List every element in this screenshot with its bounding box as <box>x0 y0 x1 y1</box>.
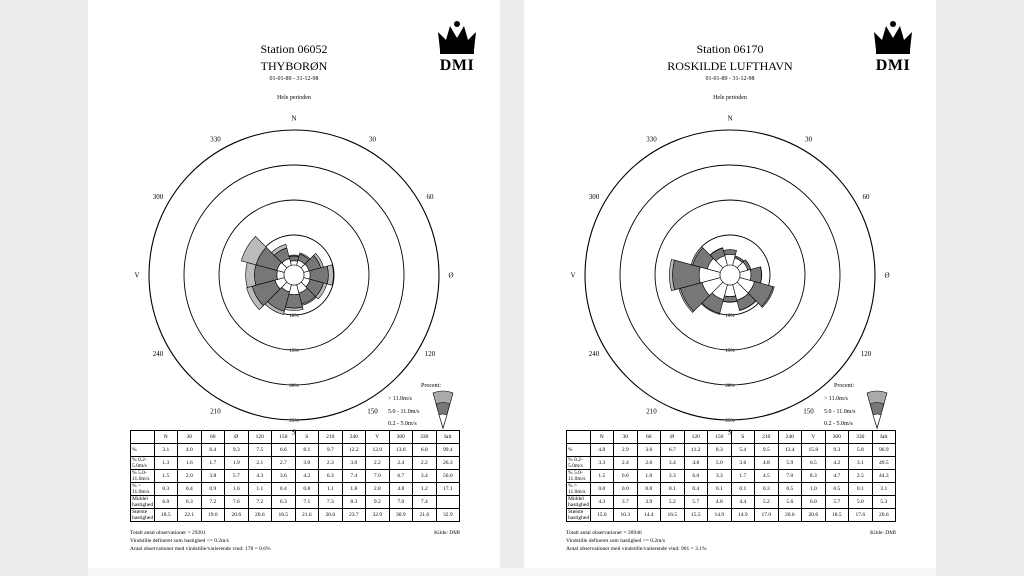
legend-high: > 11.0m/s <box>388 396 412 402</box>
footer-calm-count: Antal observationer med vindstille/varierende vind: 901 = 3.1% <box>566 546 707 552</box>
table-cell: 4.2 <box>825 457 849 470</box>
table-cell: 1.7 <box>731 470 755 483</box>
ring-percent-label: 20% <box>289 384 299 389</box>
table-cell: 9.2 <box>366 496 390 509</box>
table-row <box>567 509 896 522</box>
table-cell: 0.0 <box>590 483 614 496</box>
legend-mid: 5.0 - 11.0m/s <box>388 409 420 415</box>
table-cell: 0.1 <box>661 483 685 496</box>
table-cell: 30.9 <box>389 509 413 522</box>
table-cell: 5.6 <box>778 496 802 509</box>
table-header-cell: 150 <box>708 431 732 444</box>
table-header-cell: 210 <box>319 431 343 444</box>
table-cell: 4.3 <box>248 470 272 483</box>
station-name: ROSKILDE LUFTHAVN <box>667 59 793 73</box>
ring-percent-label: 10% <box>289 314 299 319</box>
table-cell: 3.8 <box>201 470 225 483</box>
table-cell: 7.2 <box>201 496 225 509</box>
table-cell: 4.7 <box>825 470 849 483</box>
table-cell: 0.1 <box>708 483 732 496</box>
table-cell: 18.5 <box>154 509 178 522</box>
table-row <box>567 470 896 483</box>
date-range: 01-01-89 - 31-12-98 <box>705 76 755 82</box>
table-cell: 0.5 <box>778 483 802 496</box>
compass-label: V <box>134 271 140 280</box>
compass-label: 300 <box>588 193 600 201</box>
row-label: % <box>131 444 155 457</box>
table-cell: 56.0 <box>436 470 460 483</box>
table-row <box>131 509 460 522</box>
table-cell: 7.4 <box>342 470 366 483</box>
table-cell: 2.6 <box>637 457 661 470</box>
table-cell: 8.1 <box>295 444 319 457</box>
windrose-page-roskilde <box>524 0 936 568</box>
compass-label: 60 <box>862 193 870 201</box>
table-cell: 0.4 <box>178 483 202 496</box>
table-cell: 1.6 <box>225 483 249 496</box>
compass-label: 120 <box>860 350 872 358</box>
compass-label: 240 <box>152 350 164 358</box>
table-cell: 8.3 <box>342 496 366 509</box>
table-row <box>567 483 896 496</box>
table-cell: 3.1 <box>872 483 896 496</box>
table-cell: 9.3 <box>825 444 849 457</box>
table-cell: 32.9 <box>436 509 460 522</box>
rose-center <box>284 265 304 285</box>
footer-calm-definition: Vindstille defineret som hastighed <= 0.2m/s <box>130 538 230 544</box>
table-cell: 6.3 <box>272 496 296 509</box>
compass-label: 150 <box>367 407 378 416</box>
table-header-cell: Ø <box>661 431 685 444</box>
table-cell: 5.2 <box>661 496 685 509</box>
table-cell: 1.2 <box>413 483 437 496</box>
table-cell: 4.0 <box>178 444 202 457</box>
station-name: THYBORØN <box>260 59 328 73</box>
compass-label: Ø <box>884 271 890 280</box>
table-cell: 9.3 <box>225 444 249 457</box>
table-cell: 3.9 <box>637 496 661 509</box>
legend-title: Procent: <box>834 383 854 389</box>
table-cell <box>436 496 460 509</box>
table-cell: 17.1 <box>436 483 460 496</box>
table-row <box>567 496 896 509</box>
table-cell: 23.7 <box>342 509 366 522</box>
station-number: Station 06052 <box>260 42 328 56</box>
table-cell: 11.2 <box>684 444 708 457</box>
table-cell: 20.6 <box>248 509 272 522</box>
table-cell: 3.4 <box>413 470 437 483</box>
table-cell: 7.6 <box>225 496 249 509</box>
table-cell: 5.8 <box>849 444 873 457</box>
table-cell: 3.0 <box>342 457 366 470</box>
legend-title: Procent: <box>421 383 441 389</box>
table-cell: 20.6 <box>778 509 802 522</box>
ring-percent-label: 25% <box>289 419 299 424</box>
table-cell: 0.9 <box>201 483 225 496</box>
table-cell: 2.0 <box>178 470 202 483</box>
compass-label: N <box>727 114 733 123</box>
table-cell: 49.5 <box>872 457 896 470</box>
compass-label: 210 <box>646 407 657 416</box>
table-cell: 5.7 <box>825 496 849 509</box>
table-cell: 7.0 <box>366 470 390 483</box>
table-cell: 20.6 <box>225 509 249 522</box>
table-cell: 6.0 <box>684 470 708 483</box>
table-header-cell: Ialt <box>436 431 460 444</box>
table-cell: 2.8 <box>366 483 390 496</box>
table-cell: 5.9 <box>778 457 802 470</box>
table-cell: 7.0 <box>389 496 413 509</box>
table-cell: 2.5 <box>849 470 873 483</box>
table-cell: 44.3 <box>872 470 896 483</box>
table-cell: 1.7 <box>201 457 225 470</box>
table-cell: 13.4 <box>778 444 802 457</box>
compass-label: S <box>728 428 732 437</box>
row-label: Største hastighed <box>568 509 590 521</box>
table-header-cell: 240 <box>342 431 366 444</box>
table-cell: 7.0 <box>778 470 802 483</box>
table-cell: 4.2 <box>295 470 319 483</box>
table-cell: 3.0 <box>295 457 319 470</box>
table-cell: 0.1 <box>849 483 873 496</box>
compass-label: 330 <box>646 135 657 144</box>
footer-calm-definition: Vindstille defineret som hastighed <= 0.2m/s <box>566 538 666 544</box>
table-cell: 2.2 <box>366 457 390 470</box>
table-row <box>131 483 460 496</box>
table-cell: 7.1 <box>295 496 319 509</box>
table-cell: 2.4 <box>389 457 413 470</box>
table-cell: 0.0 <box>614 483 638 496</box>
ring-percent-label: 15% <box>289 349 299 354</box>
statistics-table <box>130 430 460 522</box>
table-cell: 1.9 <box>225 457 249 470</box>
table-cell: 8.3 <box>708 444 732 457</box>
table-cell: 6.6 <box>272 444 296 457</box>
ring-percent-label: 15% <box>725 349 735 354</box>
table-corner <box>567 431 591 444</box>
legend-low: 0.2 - 5.0m/s <box>824 421 853 427</box>
table-cell: 7.5 <box>248 444 272 457</box>
row-label: % > 11.0m/s <box>567 483 591 496</box>
table-cell: 2.7 <box>272 457 296 470</box>
table-cell: 1.3 <box>154 457 178 470</box>
table-cell: 6.7 <box>661 444 685 457</box>
table-cell: 21.6 <box>413 509 437 522</box>
compass-label: 120 <box>424 350 436 358</box>
table-header-cell: 150 <box>272 431 296 444</box>
table-cell: 5.2 <box>755 496 779 509</box>
legend-low: 0.2 - 5.0m/s <box>388 421 417 427</box>
legend-high: > 11.0m/s <box>824 396 848 402</box>
table-header-cell: S <box>295 431 319 444</box>
table-cell: 3.6 <box>637 444 661 457</box>
table-cell: 12.0 <box>366 444 390 457</box>
table-header-cell: 60 <box>201 431 225 444</box>
statistics-table <box>566 430 896 522</box>
table-cell: 0.8 <box>295 483 319 496</box>
date-range: 01-01-89 - 31-12-98 <box>269 76 319 82</box>
table-cell: 7.2 <box>248 496 272 509</box>
row-label: % 0.2-5.0m/s <box>131 457 155 470</box>
table-cell: 6.8 <box>413 444 437 457</box>
table-cell: 1.8 <box>342 483 366 496</box>
table-cell: 0.6 <box>614 470 638 483</box>
table-row <box>131 470 460 483</box>
table-header-cell: V <box>802 431 826 444</box>
table-cell: 15.5 <box>684 509 708 522</box>
table-cell: 2.4 <box>614 457 638 470</box>
compass-label: 30 <box>805 135 812 144</box>
table-header-cell: 30 <box>178 431 202 444</box>
table-cell: 0.1 <box>731 483 755 496</box>
table-cell: 0.4 <box>272 483 296 496</box>
windrose-page-thyboron <box>88 0 500 568</box>
table-cell: 6.3 <box>319 470 343 483</box>
table-cell: 2.3 <box>319 457 343 470</box>
table-cell: 20.6 <box>319 509 343 522</box>
table-cell: 7.4 <box>413 496 437 509</box>
table-cell: 3.3 <box>708 470 732 483</box>
legend-marker <box>432 390 454 430</box>
table-cell: 17.0 <box>755 509 779 522</box>
compass-label: 330 <box>210 135 221 144</box>
table-cell: 6.0 <box>154 496 178 509</box>
table-cell: 22.1 <box>178 509 202 522</box>
table-cell: 0.3 <box>154 483 178 496</box>
compass-label: 210 <box>210 407 221 416</box>
table-cell: 1.6 <box>178 457 202 470</box>
table-cell: 32.9 <box>366 509 390 522</box>
footer-source: Kilde: DMI <box>434 530 460 536</box>
table-cell: 9.5 <box>755 444 779 457</box>
table-cell: 6.5 <box>802 457 826 470</box>
dmi-logo-text: DMI <box>439 57 475 74</box>
table-cell: 3.3 <box>661 470 685 483</box>
table-cell: 3.6 <box>272 470 296 483</box>
table-header-cell: Ialt <box>872 431 896 444</box>
table-header-cell: 240 <box>778 431 802 444</box>
row-label: Middel hastighed <box>132 496 154 508</box>
table-header-cell: 330 <box>413 431 437 444</box>
table-cell: 3.1 <box>154 444 178 457</box>
table-cell: 3.4 <box>661 457 685 470</box>
table-cell: 10.3 <box>614 509 638 522</box>
table-cell: 5.3 <box>872 496 896 509</box>
row-label: Middel hastighed <box>568 496 590 508</box>
table-cell: 4.8 <box>755 457 779 470</box>
table-row <box>131 444 460 457</box>
table-cell: 16.5 <box>272 509 296 522</box>
table-cell: 5.4 <box>731 444 755 457</box>
station-number: Station 06170 <box>696 42 764 56</box>
row-label: % 5.0-11.0m/s <box>567 470 591 483</box>
table-cell: 1.0 <box>637 470 661 483</box>
table-header-cell: N <box>590 431 614 444</box>
table-cell: 9.7 <box>319 444 343 457</box>
table-header-cell: V <box>366 431 390 444</box>
table-cell: 17.6 <box>849 509 873 522</box>
table-cell: 20.6 <box>872 509 896 522</box>
table-header-cell: N <box>154 431 178 444</box>
table-cell: 4.4 <box>731 496 755 509</box>
compass-label: V <box>570 271 576 280</box>
table-cell: 20.6 <box>802 509 826 522</box>
table-cell: 2.2 <box>413 457 437 470</box>
background-strip <box>88 568 936 576</box>
ring-percent-label: 20% <box>725 384 735 389</box>
compass-label: 240 <box>588 350 600 358</box>
table-cell: 3.1 <box>849 457 873 470</box>
table-cell: 3.7 <box>614 496 638 509</box>
table-row <box>567 444 896 457</box>
table-cell: 0.4 <box>684 483 708 496</box>
table-cell: 0.5 <box>825 483 849 496</box>
footer-calm-count: Antal observationer med vindstille/varierende vind: 178 = 0.6% <box>130 546 271 552</box>
ring-percent-label: 25% <box>725 419 735 424</box>
dmi-logo-text: DMI <box>875 57 911 74</box>
table-cell: 6.0 <box>802 496 826 509</box>
table-cell: 1.1 <box>248 483 272 496</box>
row-label: % 0.2-5.0m/s <box>567 457 591 470</box>
table-cell: 1.1 <box>319 483 343 496</box>
table-cell: 99.4 <box>436 444 460 457</box>
table-header-cell: 120 <box>248 431 272 444</box>
table-header-cell: 120 <box>684 431 708 444</box>
legend-marker <box>866 390 888 430</box>
table-corner <box>131 431 155 444</box>
table-cell: 14.9 <box>708 509 732 522</box>
table-cell: 13.6 <box>389 444 413 457</box>
table-cell: 15.8 <box>802 444 826 457</box>
ring-percent-label: 10% <box>725 314 735 319</box>
table-cell: 2.9 <box>614 444 638 457</box>
compass-label: S <box>292 428 296 437</box>
row-label: % <box>567 444 591 457</box>
table-row <box>131 457 460 470</box>
table-cell: 1.5 <box>590 470 614 483</box>
table-header-cell: 30 <box>614 431 638 444</box>
footer-total: Totalt antal observationer = 29201 <box>130 530 206 536</box>
legend-mid: 5.0 - 11.0m/s <box>824 409 856 415</box>
table-cell: 3.3 <box>590 457 614 470</box>
table-header-cell: 210 <box>755 431 779 444</box>
table-cell: 4.3 <box>590 496 614 509</box>
period-label: Hele perioden <box>713 95 747 101</box>
table-cell: 0.3 <box>755 483 779 496</box>
table-cell: 21.6 <box>295 509 319 522</box>
table-cell: 4.8 <box>684 457 708 470</box>
table-cell: 7.3 <box>319 496 343 509</box>
table-cell: 6.4 <box>201 444 225 457</box>
rose-sector <box>289 256 299 261</box>
table-cell: 5.7 <box>225 470 249 483</box>
period-label: Hele perioden <box>277 95 311 101</box>
table-cell: 14.4 <box>637 509 661 522</box>
compass-label: 60 <box>426 193 434 201</box>
table-cell: 5.7 <box>684 496 708 509</box>
table-cell: 6.3 <box>178 496 202 509</box>
table-cell: 14.9 <box>731 509 755 522</box>
table-header-cell: S <box>731 431 755 444</box>
table-cell: 96.9 <box>872 444 896 457</box>
row-label: Største hastighed <box>132 509 154 521</box>
table-cell: 4.8 <box>590 444 614 457</box>
table-cell: 19.0 <box>201 509 225 522</box>
table-cell: 12.2 <box>342 444 366 457</box>
table-header-cell: Ø <box>225 431 249 444</box>
table-cell: 5.0 <box>849 496 873 509</box>
compass-label: 30 <box>369 135 376 144</box>
table-cell: 16.5 <box>661 509 685 522</box>
table-cell: 5.0 <box>708 457 732 470</box>
table-cell: 1.0 <box>802 483 826 496</box>
table-cell: 4.5 <box>755 470 779 483</box>
table-cell: 2.1 <box>248 457 272 470</box>
row-label: % 5.0-11.0m/s <box>131 470 155 483</box>
table-cell: 0.0 <box>637 483 661 496</box>
table-header-cell: 60 <box>637 431 661 444</box>
table-header-cell: 330 <box>849 431 873 444</box>
table-cell: 4.8 <box>708 496 732 509</box>
table-row <box>567 457 896 470</box>
table-header-cell: 300 <box>825 431 849 444</box>
table-cell: 6.7 <box>389 470 413 483</box>
table-header-cell: 300 <box>389 431 413 444</box>
compass-label: Ø <box>448 271 454 280</box>
compass-label: N <box>291 114 297 123</box>
footer-source: Kilde: DMI <box>870 530 896 536</box>
table-cell: 3.6 <box>731 457 755 470</box>
table-cell: 1.5 <box>154 470 178 483</box>
table-cell: 4.8 <box>389 483 413 496</box>
table-cell: 8.3 <box>802 470 826 483</box>
table-row <box>131 496 460 509</box>
table-cell: 18.5 <box>825 509 849 522</box>
table-cell: 26.3 <box>436 457 460 470</box>
compass-label: 300 <box>152 193 164 201</box>
compass-label: 150 <box>803 407 814 416</box>
footer-total: Totalt antal observationer = 28946 <box>566 530 642 536</box>
table-cell: 15.0 <box>590 509 614 522</box>
row-label: % > 11.0m/s <box>131 483 155 496</box>
rose-center <box>720 265 740 285</box>
